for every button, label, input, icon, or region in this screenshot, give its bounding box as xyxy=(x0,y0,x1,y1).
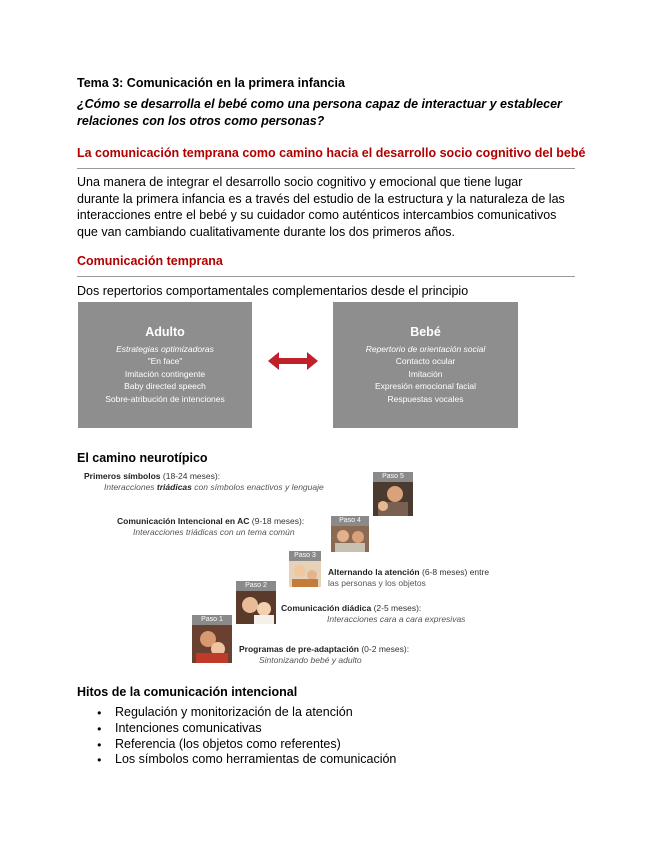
step-5-badge: Paso 5 xyxy=(373,472,413,482)
list-item: ● Referencia (los objetos como referentes) xyxy=(78,737,558,753)
section-heading-camino-neurotipico: El camino neurotípico xyxy=(77,451,208,465)
step-3-photo xyxy=(289,561,321,587)
section-divider xyxy=(77,276,575,277)
step-4-label: Comunicación Intencional en AC (9-18 meses): Interacciones triádicas con un tema común xyxy=(117,516,305,537)
guiding-question: ¿Cómo se desarrolla el bebé como una persona capaz de interactuar y establecer relaciones con los otros como personas? xyxy=(77,97,562,128)
baby-repertoire-box xyxy=(333,302,518,428)
section-divider xyxy=(77,168,575,169)
baby-item: Expresión emocional facial xyxy=(374,381,477,391)
step-4-badge: Paso 4 xyxy=(331,516,369,526)
section-heading-comunicacion-temprana: Comunicación temprana xyxy=(77,254,223,268)
adult-item: "En face" xyxy=(147,356,183,366)
hitos-list xyxy=(78,705,558,768)
section-heading-hitos: Hitos de la comunicación intencional xyxy=(77,685,298,699)
list-item: ● Regulación y monitorización de la atención xyxy=(78,705,558,721)
adult-box-subtitle: Estrategias optimizadoras xyxy=(116,343,214,354)
step-4-photo xyxy=(331,526,369,552)
step-3-label: Alternando la atención (6-8 meses) entre las personas y los objetos xyxy=(328,567,490,588)
adult-item: Baby directed speech xyxy=(124,381,206,391)
adult-box-title: Adulto xyxy=(145,325,185,339)
baby-item: Respuestas vocales xyxy=(387,393,464,404)
adult-repertoire-box xyxy=(78,302,252,428)
baby-item: Imitación xyxy=(408,368,443,379)
step-2-label: Comunicación diádica (2-5 meses): Interacciones cara a cara expresivas xyxy=(281,603,466,624)
step-1-photo xyxy=(192,625,232,663)
baby-box-title: Bebé xyxy=(410,325,441,339)
section-paragraph: Una manera de integrar el desarrollo socio cognitivo y emocional que tiene lugar durante la primera infancia es a través del estudio de la estructura y la naturaleza de las interacciones entre el bebé y su cuidador como auténticos intercambios comunicativos que van cambiando cualitativamente durante los dos primeros años. xyxy=(77,175,565,239)
step-3-badge: Paso 3 xyxy=(289,551,321,561)
step-5-label: Primeros símbolos (18-24 meses): Interacciones triádicas con símbolos enactivos y lenguaje xyxy=(84,471,324,492)
adult-item: Imitación contingente xyxy=(124,368,206,379)
step-5-photo xyxy=(373,482,413,516)
step-1-label: Programas de pre-adaptación (0-2 meses): Sintonizando bebé y adulto xyxy=(239,644,410,665)
step-1-badge: Paso 1 xyxy=(192,615,232,625)
double-arrow-icon xyxy=(268,350,318,372)
step-2-photo xyxy=(236,591,276,624)
section-intro: Dos repertorios comportamentales complementarios desde el principio xyxy=(77,284,469,298)
list-item: ● Los símbolos como herramientas de comunicación xyxy=(78,752,558,768)
topic-title: Tema 3: Comunicación en la primera infancia xyxy=(77,76,345,90)
step-2-badge: Paso 2 xyxy=(236,581,276,591)
list-item: ● Intenciones comunicativas xyxy=(78,721,558,737)
baby-box-subtitle: Repertorio de orientación social xyxy=(365,343,486,354)
adult-item: Sobre-atribución de intenciones xyxy=(105,393,225,404)
section-heading-comunicacion-camino: La comunicación temprana como camino hacia el desarrollo socio cognitivo del bebé xyxy=(77,146,586,160)
baby-item: Contacto ocular xyxy=(395,356,456,366)
